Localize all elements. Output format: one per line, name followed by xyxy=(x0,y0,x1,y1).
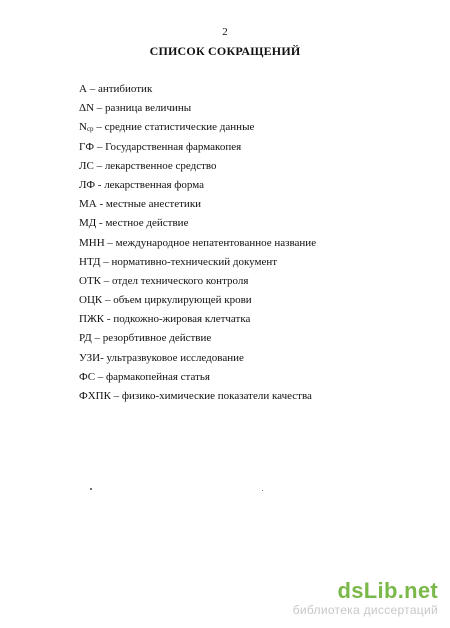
abbr-separator: – xyxy=(86,83,98,95)
abbr-separator: - xyxy=(95,178,105,191)
abbr-separator: – xyxy=(95,370,107,383)
abbr-term: ЛФ xyxy=(79,178,96,191)
abbr-separator: – xyxy=(101,274,112,287)
abbr-definition: местное действие xyxy=(105,217,189,230)
list-item xyxy=(79,138,316,157)
list-item xyxy=(79,176,316,195)
abbr-term: МА xyxy=(79,198,97,211)
abbr-definition: отдел технического контроля xyxy=(112,274,249,287)
abbr-definition: антибиотик xyxy=(97,83,153,95)
list-item xyxy=(79,368,316,387)
list-item xyxy=(79,349,316,368)
abbr-term: ГФ xyxy=(79,140,95,153)
list-item xyxy=(79,310,316,329)
list-item xyxy=(79,272,316,291)
abbr-definition: подкожно-жировая клетчатка xyxy=(113,313,251,326)
abbr-separator: – xyxy=(104,236,116,249)
abbr-term: МД xyxy=(79,217,97,230)
abbr-separator: – xyxy=(93,121,105,134)
abbr-separator: – xyxy=(100,255,112,268)
page-title: СПИСОК СОКРАЩЕНИЙ xyxy=(149,44,301,58)
watermark xyxy=(293,580,438,618)
abbr-definition: лекарственное средство xyxy=(104,159,217,172)
abbr-separator: – xyxy=(91,332,103,345)
abbr-definition: объем циркулирующей крови xyxy=(113,294,252,307)
abbr-term: ОТК xyxy=(79,274,101,287)
abbr-definition: фармакопейная статья xyxy=(106,370,210,383)
abbr-subscript: ср xyxy=(86,125,94,134)
abbr-separator: – xyxy=(102,294,114,307)
abbr-term: А xyxy=(79,83,87,95)
list-item xyxy=(79,253,316,272)
abbr-separator: – xyxy=(94,102,106,115)
watermark-subtitle: библиотека диссертаций xyxy=(292,603,438,617)
list-item xyxy=(79,157,316,176)
abbr-term: ΔN xyxy=(79,102,95,115)
list-item xyxy=(79,329,316,348)
list-item xyxy=(79,291,316,310)
list-item xyxy=(79,80,316,99)
abbr-definition: ультразвуковое исследование xyxy=(106,351,244,364)
abbr-term: N xyxy=(79,121,87,134)
list-item xyxy=(79,99,316,118)
abbr-definition: средние статистические данные xyxy=(104,121,255,134)
abbr-definition: лекарственная форма xyxy=(104,178,205,191)
abbr-term: УЗИ xyxy=(79,351,101,364)
abbr-separator: - xyxy=(96,217,106,230)
abbr-separator: – xyxy=(94,140,106,153)
abbr-separator: – xyxy=(110,390,122,402)
abbr-definition: Государственная фармакопея xyxy=(105,140,242,153)
abbr-definition: разница величины xyxy=(105,102,192,115)
list-item xyxy=(79,234,316,253)
abbr-term: НТД xyxy=(79,255,101,268)
abbr-definition: нормативно-технический документ xyxy=(111,255,278,268)
abbr-term: ОЦК xyxy=(79,294,103,307)
abbr-term: ПЖК xyxy=(79,313,105,326)
abbr-term: РД xyxy=(79,332,92,345)
abbr-separator: - xyxy=(96,198,106,211)
page-number: 2 xyxy=(222,26,228,38)
abbr-separator: – xyxy=(93,159,105,172)
abbr-term: МНН xyxy=(79,236,105,249)
abbr-term: ФХПК xyxy=(79,390,111,402)
abbr-definition: физико-химические показатели качества xyxy=(121,390,312,402)
abbreviation-list xyxy=(79,80,316,406)
abbr-definition: международное непатентованное название xyxy=(115,236,317,249)
abbr-term: ФС xyxy=(79,370,96,383)
list-item xyxy=(79,214,316,233)
scan-speck xyxy=(262,490,263,491)
abbr-definition: резорбтивное действие xyxy=(102,332,212,345)
abbr-term: ЛС xyxy=(79,159,94,172)
abbr-definition: местные анестетики xyxy=(105,198,202,211)
list-item xyxy=(79,118,316,137)
list-item xyxy=(79,195,316,214)
abbr-separator: - xyxy=(104,313,114,326)
scan-speck xyxy=(90,488,92,490)
abbr-separator: - xyxy=(100,351,107,364)
watermark-logo: dsLib.net xyxy=(337,578,438,603)
list-item xyxy=(79,387,316,406)
